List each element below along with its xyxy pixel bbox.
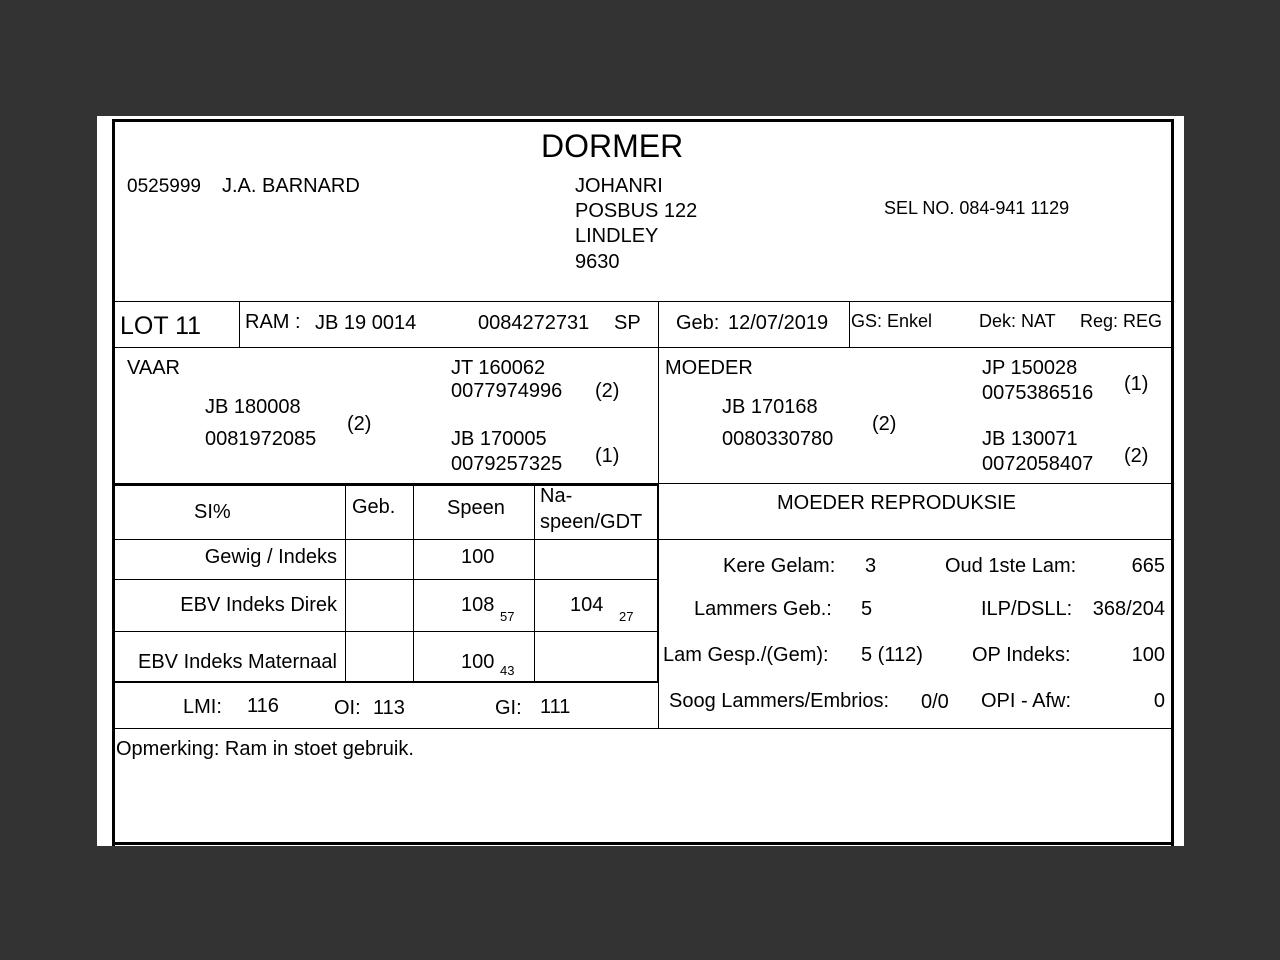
sire-dam-id: JB 170005 [451,428,547,450]
reproduction-title: MOEDER REPRODUKSIE [777,492,1016,514]
divider-perf-right-thick [657,484,659,682]
row-speen-sub-direk: 57 [500,609,515,624]
header-geb: Geb. [352,496,396,518]
sale-catalogue-card [97,116,1184,846]
soog-value: 0/0 [921,691,949,713]
lmi-label: LMI: [183,696,222,718]
kere-label: Kere Gelam: [723,555,836,577]
divider-header [114,301,1173,302]
dam-dam-reg: 0072058407 [982,453,1094,475]
soog-label: Soog Lammers/Embrios: [669,690,890,712]
row-naspeen-sub-direk: 27 [619,609,634,624]
remarks: Opmerking: Ram in stoet gebruik. [116,738,414,760]
dam-reg: 0080330780 [722,428,834,450]
row-speen-maternaal: 100 [461,651,495,673]
dam-dam-count: (2) [1124,445,1149,467]
divider-perf-row1 [114,579,659,580]
divider-lot [114,347,1173,348]
dam-sire-id: JP 150028 [982,357,1078,379]
sire-sire-id: JT 160062 [451,357,546,379]
sire-reg: 0081972085 [205,428,317,450]
divider-pedigree-mid [658,348,659,483]
oi-value: 113 [373,697,405,719]
dek-status: Dek: NAT [979,311,1056,331]
ram-label: RAM : [245,311,301,333]
lammers-value: 5 [861,598,873,620]
gi-value: 111 [540,696,571,718]
breed-title: DORMER [541,128,684,164]
ram-suffix: SP [614,312,641,334]
row-label-direk: EBV Indeks Direk [180,594,337,616]
row-naspeen-direk: 104 [570,594,604,616]
op-label: OP Indeks: [972,644,1071,666]
header-naspeen-1: Na- [540,485,573,507]
divider-perf-col1 [345,486,346,682]
birth-label: Geb: [676,312,720,334]
divider-ram-geb [658,302,659,348]
dam-label: MOEDER [665,357,753,379]
frame-top [112,119,1174,122]
address-line-4: 9630 [575,251,620,273]
op-value: 100 [1131,644,1165,666]
sire-sire-count: (2) [595,380,620,402]
birth-date: 12/07/2019 [728,312,829,334]
divider-perf-thick-top [114,484,659,486]
divider-perf-col2 [413,486,414,682]
header-naspeen-2: speen/GDT [540,511,643,533]
row-speen-direk: 108 [461,594,495,616]
kere-value: 3 [865,555,877,577]
reg-status: Reg: REG [1080,311,1163,331]
dam-dam-id: JB 130071 [982,428,1078,450]
sire-dam-count: (1) [595,445,620,467]
gs-status: GS: Enkel [851,311,933,331]
sire-id: JB 180008 [205,396,301,418]
lammers-label: Lammers Geb.: [694,598,832,620]
lmi-value: 116 [247,695,279,717]
frame-bottom [112,842,1174,845]
phone-number: SEL NO. 084-941 1129 [884,198,1070,218]
breeder-name: J.A. BARNARD [222,175,360,197]
sire-dam-reg: 0079257325 [451,453,563,475]
ram-id: JB 19 0014 [315,312,417,334]
dam-sire-reg: 0075386516 [982,382,1094,404]
gi-label: GI: [495,697,522,719]
divider-perf-row2 [114,631,659,632]
divider-perf-col3 [534,486,535,682]
sire-sire-reg: 0077974996 [451,380,563,402]
oud-label: Oud 1ste Lam: [945,555,1077,577]
opi-value: 0 [1153,690,1165,712]
sire-count: (2) [347,413,372,435]
oi-label: OI: [334,697,361,719]
ilp-value: 368/204 [1092,598,1165,620]
dam-sire-count: (1) [1124,373,1149,395]
row-speen-gewig: 100 [461,546,495,568]
lot-number: LOT 11 [120,312,202,340]
dam-count: (2) [872,413,897,435]
row-speen-sub-maternaal: 43 [500,663,515,678]
address-line-2: POSBUS 122 [575,200,698,222]
divider-index [114,728,1173,729]
divider-lower-mid [658,682,659,729]
gesp-label: Lam Gesp./(Gem): [663,644,829,666]
address-line-3: LINDLEY [575,225,659,247]
divider-perf-thick-bottom [114,681,659,683]
sire-label: VAAR [127,357,180,379]
opi-label: OPI - Afw: [981,690,1072,712]
ram-reg-number: 0084272731 [478,312,590,334]
ilp-label: ILP/DSLL: [981,598,1073,620]
row-label-maternaal: EBV Indeks Maternaal [138,651,337,673]
address-line-1: JOHANRI [575,175,663,197]
row-label-gewig: Gewig / Indeks [204,546,337,568]
dam-id: JB 170168 [722,396,818,418]
divider-geb-gs [849,302,850,348]
header-speen: Speen [447,497,505,519]
divider-perf-head [114,539,1173,540]
gesp-value: 5 (112) [861,644,923,666]
header-si: SI% [194,501,231,523]
breeder-id: 0525999 [127,176,201,197]
oud-value: 665 [1131,555,1165,577]
divider-lot-ram [239,302,240,348]
